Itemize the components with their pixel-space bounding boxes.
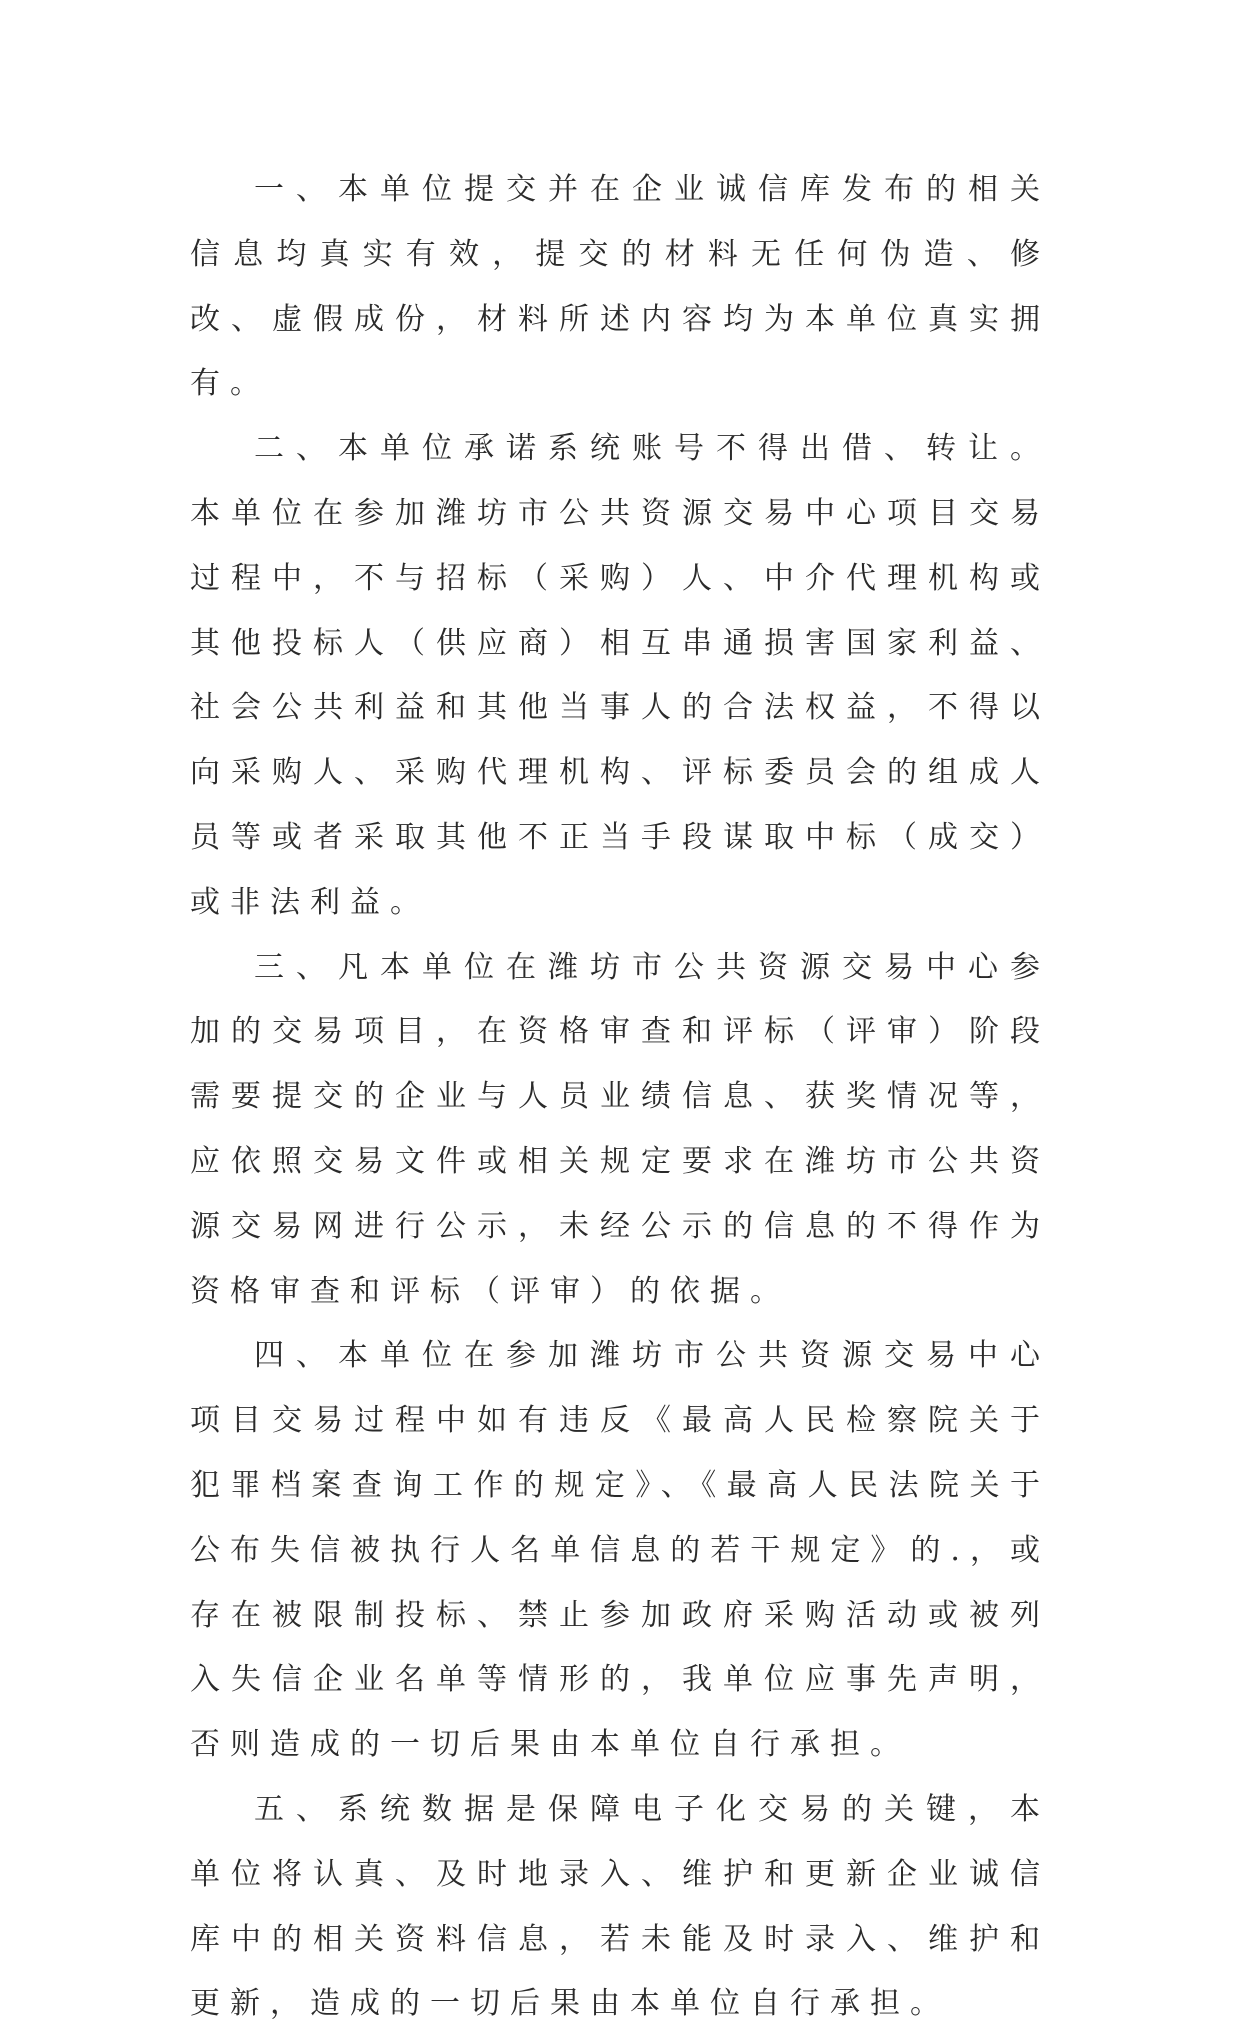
paragraph-3: 三、凡本单位在潍坊市公共资源交易中心参加的交易项目，在资格审查和评标（评审）阶段需要提交的企业与人员业绩信息、获奖情况等，应依照交易文件或相关规定要求在潍坊市公共资源交易网进行公示，未经公示的信息的不得作为资格审查和评标（评审）的依据。 [190,949,1050,1309]
paragraph-2: 二、本单位承诺系统账号不得出借、转让。本单位在参加潍坊市公共资源交易中心项目交易过程中，不与招标（采购）人、中介代理机构或其他投标人（供应商）相互串通损害国家利益、社会公共利益和其他当事人的合法权益，不得以向采购人、采购代理机构、评标委员会的组成人员等或者采取其他不正当手段谋取中标（成交）或非法利益。 [190,431,1050,920]
paragraph-4: 四、本单位在参加潍坊市公共资源交易中心项目交易过程中如有违反《最高人民检察院关于犯罪档案查询工作的规定》、《最高人民法院关于公布失信被执行人名单信息的若干规定》的.，或存在被限制投标、禁止参加政府采购活动或被列入失信企业名单等情形的，我单位应事先声明，否则造成的一切后果由本单位自行承担。 [190,1338,1050,1763]
document-body [190,158,1050,2037]
paragraph-1: 一、本单位提交并在企业诚信库发布的相关信息均真实有效，提交的材料无任何伪造、修改、虚假成份，材料所述内容均为本单位真实拥有。 [190,172,1050,402]
paragraph-5: 五、系统数据是保障电子化交易的关键，本单位将认真、及时地录入、维护和更新企业诚信库中的相关资料信息，若未能及时录入、维护和更新，造成的一切后果由本单位自行承担。 [190,1791,1050,2022]
